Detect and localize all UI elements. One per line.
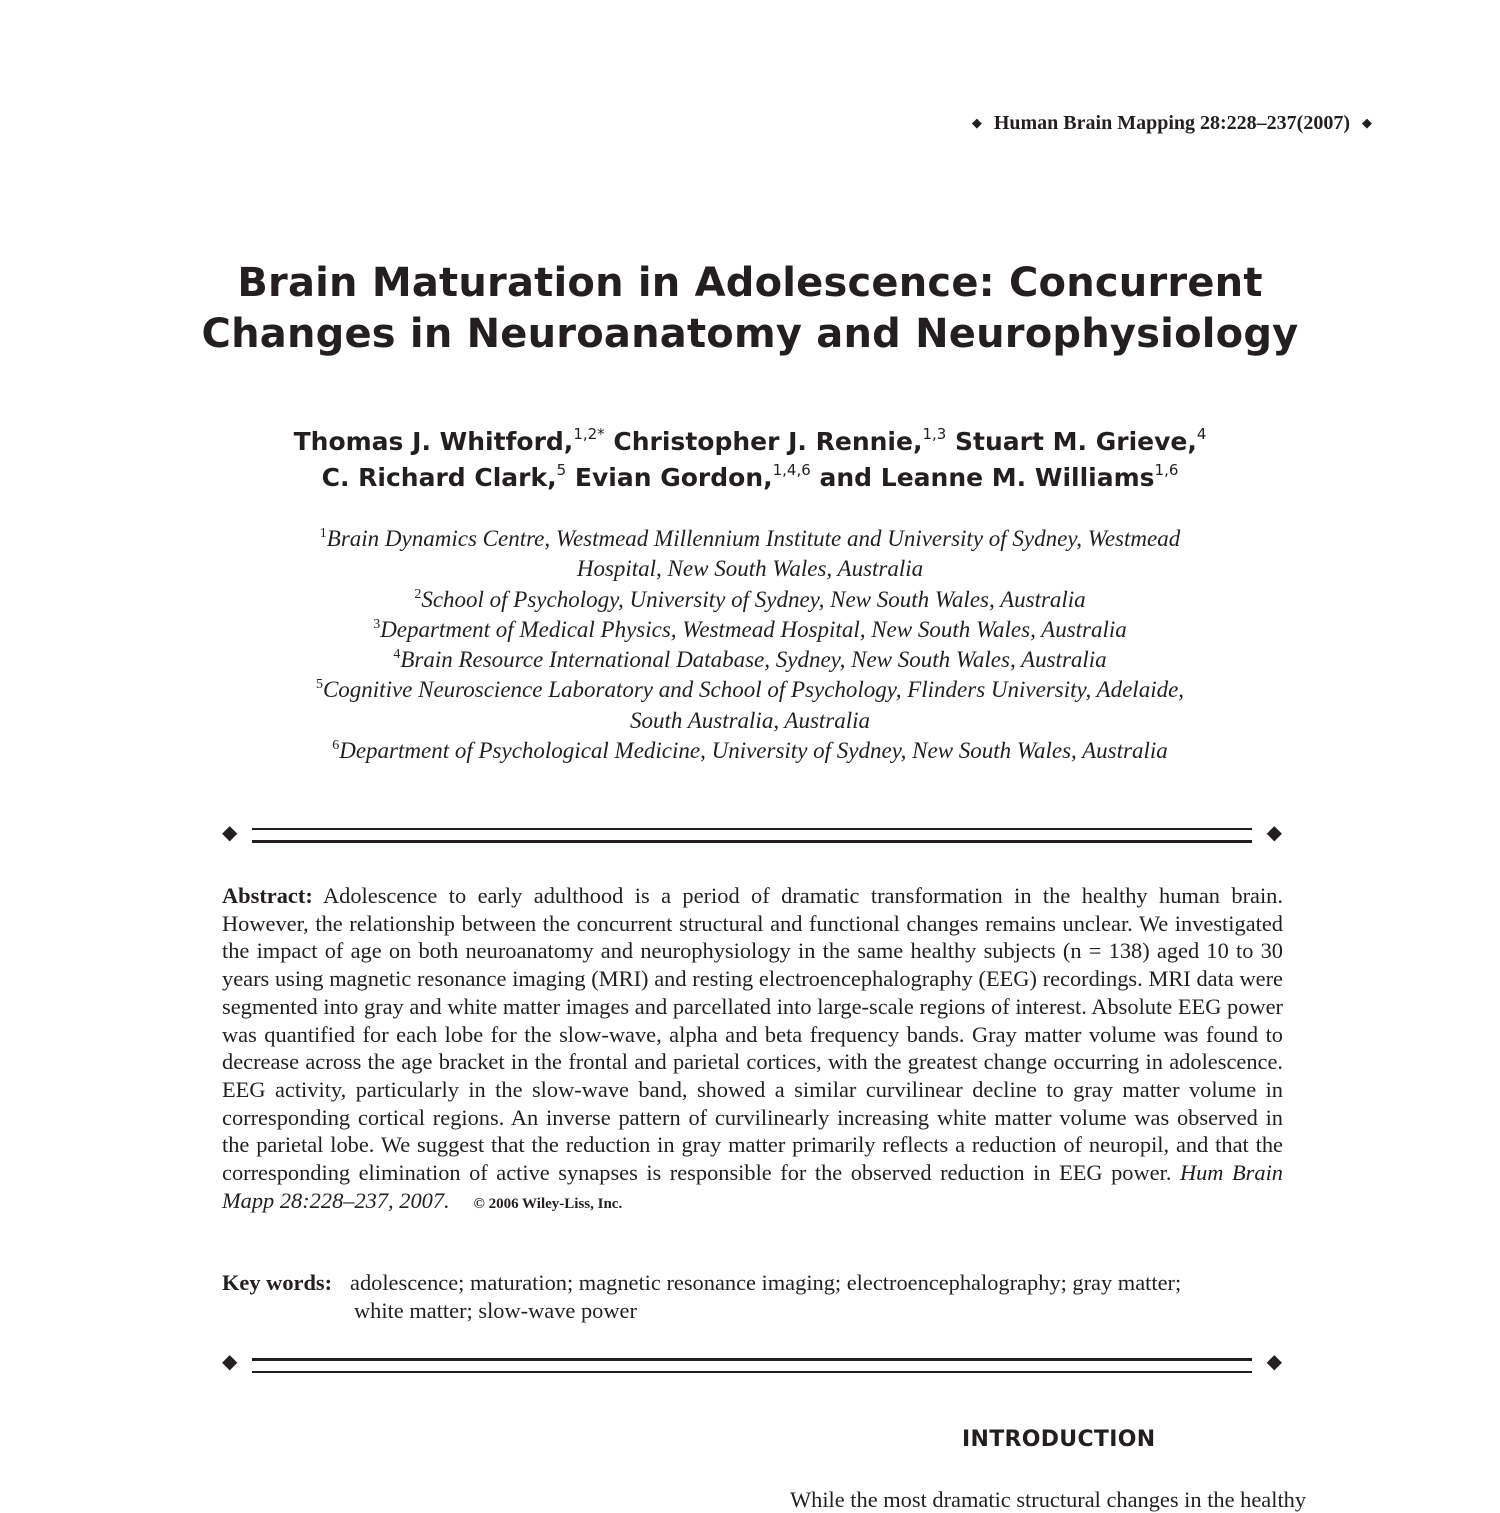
divider-thick-line xyxy=(252,840,1252,843)
paper-title xyxy=(0,258,1500,360)
section-heading-introduction: INTRODUCTION xyxy=(962,1427,1156,1452)
diamond-icon: ◆ xyxy=(222,822,238,844)
author-affiliation-marker: 1,6 xyxy=(1154,461,1179,479)
affiliation-text: School of Psychology, University of Sydney, New South Wales, Australia xyxy=(421,586,1086,612)
affiliation-text: Brain Dynamics Centre, Westmead Millennium Institute and University of Sydney, Westmead xyxy=(326,526,1181,551)
introduction-first-line: While the most dramatic structural changes in the healthy xyxy=(790,1487,1307,1512)
title-line-1: Brain Maturation in Adolescence: Concurrent xyxy=(237,260,1263,306)
affiliation-number: 4 xyxy=(393,647,401,663)
keywords xyxy=(222,1269,1283,1325)
diamond-icon: ◆ xyxy=(1362,115,1372,130)
affiliation-item xyxy=(0,524,1500,554)
bottom-divider xyxy=(222,1351,1282,1375)
affiliation-continuation: South Australia, Australia xyxy=(629,707,871,733)
divider-thin-line xyxy=(252,1371,1252,1373)
affiliation-text: Brain Resource International Database, Sydney, New South Wales, Australia xyxy=(400,647,1107,673)
author-name: Thomas J. Whitford, xyxy=(293,427,574,456)
copyright-notice: © 2006 Wiley-Liss, Inc. xyxy=(473,1195,623,1212)
abstract-citation: Hum Brain Mapp 28:228–237, 2007. xyxy=(222,1160,1283,1213)
author-line-2 xyxy=(0,460,1500,496)
author-name: Evian Gordon, xyxy=(574,463,773,492)
keywords-line-1: adolescence; maturation; magnetic resonance imaging; electroencephalography; gray matter; xyxy=(350,1270,1182,1295)
author-name: and Leanne M. Williams xyxy=(819,463,1155,492)
author-name: Stuart M. Grieve, xyxy=(955,427,1197,456)
keywords-label: Key words: xyxy=(222,1270,333,1295)
affiliation-number: 2 xyxy=(414,586,422,602)
author-name: Christopher J. Rennie, xyxy=(613,427,923,456)
author-name: C. Richard Clark, xyxy=(321,463,557,492)
affiliation-text: Department of Psychological Medicine, University of Sydney, New South Wales, Australia xyxy=(339,738,1168,764)
author-affiliation-marker: 1,2* xyxy=(573,425,605,443)
divider-thick-line xyxy=(252,1358,1252,1361)
author-affiliation-marker: 1,3 xyxy=(922,425,947,443)
journal-citation: Human Brain Mapping 28:228–237(2007) xyxy=(993,112,1350,134)
author-list xyxy=(0,424,1500,496)
affiliation-item xyxy=(0,615,1500,645)
affiliation-number: 6 xyxy=(332,738,340,754)
diamond-icon: ◆ xyxy=(1266,1351,1282,1373)
diamond-icon: ◆ xyxy=(971,115,982,130)
affiliation-item xyxy=(0,736,1500,766)
author-affiliation-marker: 4 xyxy=(1196,425,1207,443)
affiliation-list xyxy=(0,524,1500,766)
author-affiliation-marker: 5 xyxy=(556,461,567,479)
affiliation-number: 1 xyxy=(319,526,327,541)
affiliation-item xyxy=(0,675,1500,705)
affiliation-text: Department of Medical Physics, Westmead Hospital, New South Wales, Australia xyxy=(380,616,1127,642)
divider-thin-line xyxy=(252,828,1252,830)
affiliation-text: Cognitive Neuroscience Laboratory and School of Psychology, Flinders University, Adelaide, xyxy=(322,677,1185,703)
affiliation-number: 5 xyxy=(315,677,323,693)
diamond-icon: ◆ xyxy=(222,1351,238,1373)
keywords-line-2: white matter; slow-wave power xyxy=(354,1298,637,1323)
journal-header xyxy=(972,112,1372,135)
affiliation-item xyxy=(0,585,1500,615)
top-divider xyxy=(222,822,1282,846)
affiliation-item xyxy=(0,645,1500,675)
abstract-text: Adolescence to early adulthood is a period of dramatic transformation in the healthy human brain. However, the relationship between the concurrent structural and functional changes remains unclear. We investigated the impact of age on both neuroanatomy and neurophysiology in the same healthy subjects (n = 138) aged 10 to 30 years using magnetic resonance imaging (MRI) and resting electroencephalography (EEG) recordings. MRI data were segmented into gray and white matter images and parcellated into large-scale regions of interest. Absolute EEG power was quantified for each lobe for the slow-wave, alpha and beta frequency bands. Gray matter volume was found to decrease across the age bracket in the frontal and parietal cortices, with the greatest change occurring in adolescence. EEG activity, particularly in the slow-wave band, showed a similar curvilinear decline to gray matter volume in corresponding cortical regions. An inverse pattern of curvilinearly increasing white matter volume was observed in the parietal lobe. We suggest that the reduction in gray matter primarily reflects a reduction of neuropil, and that the corresponding elimination of active synapses is responsible for the observed reduction in EEG power. xyxy=(222,883,1283,1186)
title-line-2: Changes in Neuroanatomy and Neurophysiology xyxy=(201,311,1299,357)
author-affiliation-marker: 1,4,6 xyxy=(772,461,811,479)
affiliation-number: 3 xyxy=(373,616,381,632)
affiliation-continuation: Hospital, New South Wales, Australia xyxy=(576,556,924,582)
abstract-label: Abstract: xyxy=(222,883,313,908)
diamond-icon: ◆ xyxy=(1266,822,1282,844)
abstract xyxy=(222,882,1283,1218)
author-line-1 xyxy=(0,424,1500,460)
